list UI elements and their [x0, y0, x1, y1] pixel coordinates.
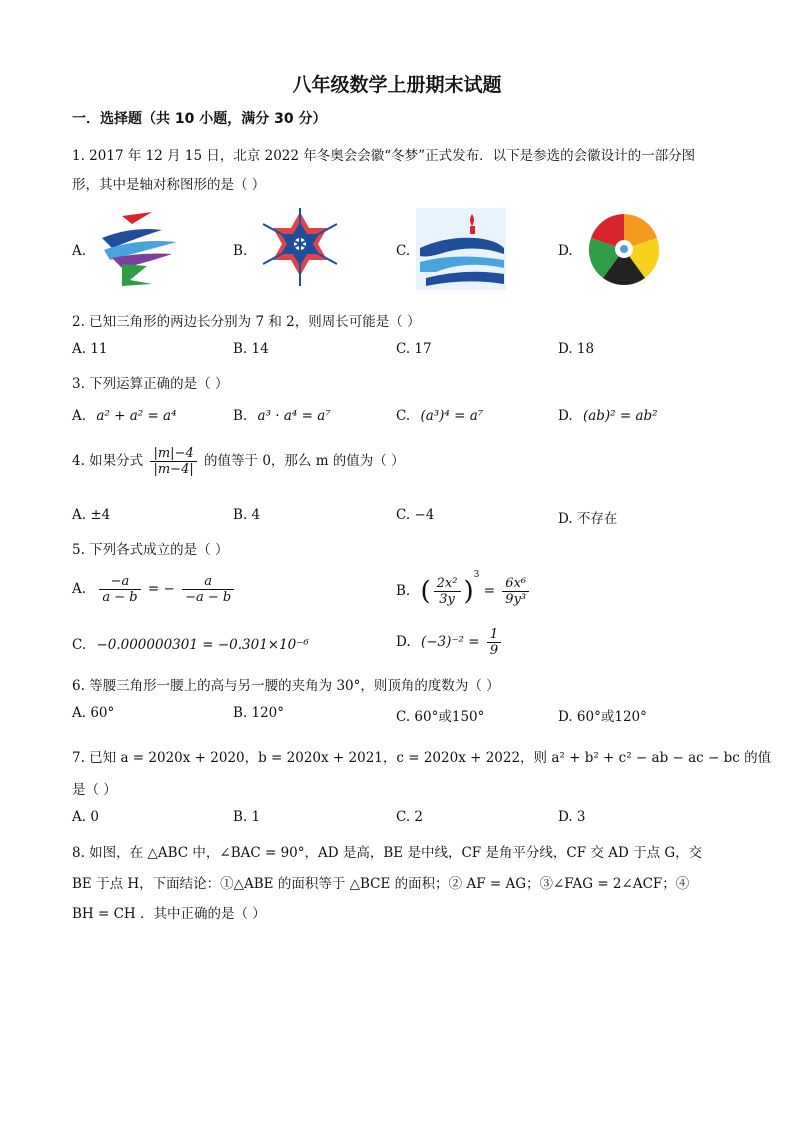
q5-option-b-label: B. [396, 583, 411, 599]
q5-option-d-den: 9 [489, 643, 499, 658]
q5-option-a [72, 574, 237, 605]
q5-option-c-expr: −0.000000301 = −0.301×10⁻⁶ [96, 637, 309, 653]
q3-option-b-expr: a³ · a⁴ = a⁷ [257, 408, 331, 424]
winter-dream-logo-image [92, 208, 182, 290]
q4-option-c: C. −4 [396, 507, 435, 523]
q5-option-d [396, 627, 504, 658]
q7-option-b: B. 1 [233, 809, 261, 825]
q5-option-d-label: D. [396, 634, 411, 650]
q5-option-a-den1: a − b [102, 590, 138, 605]
section-heading: 一．选择题（共 10 小题，满分 30 分） [72, 111, 327, 127]
q4-option-b: B. 4 [233, 507, 261, 523]
q7-stem-line2: 是（ ） [72, 782, 117, 798]
q5-option-b [396, 570, 532, 607]
q5-stem: 5. 下列各式成立的是（ ） [72, 542, 229, 558]
q5-option-a-label: A. [72, 581, 87, 597]
q7-option-a: A. 0 [72, 809, 99, 825]
q3-option-d-label: D. [558, 408, 573, 424]
q4-fraction-numerator: |m|−4 [150, 446, 196, 462]
q5-option-d-fraction [487, 627, 501, 658]
q1-stem-line1: 1. 2017 年 12 月 15 日，北京 2022 年冬奥会会徽“冬梦”正式发布．以下是参选的会徽设计的一部分图 [72, 148, 696, 164]
q6-option-c: C. 60°或150° [396, 709, 485, 725]
page-title: 八年级数学上册期末试题 [292, 74, 502, 96]
q1-option-a-label: A. [72, 243, 87, 259]
q4-option-a: A. ±4 [72, 507, 111, 523]
q4-stem-pre: 4. 如果分式 [72, 453, 144, 469]
q5-option-a-eq: = − [147, 581, 175, 597]
q5-option-b-den1: 3y [439, 592, 455, 607]
flower-logo-image [579, 208, 669, 290]
q5-option-a-fraction-left [99, 574, 140, 605]
q4-option-d: D. 不存在 [558, 511, 618, 527]
q2-option-d: D. 18 [558, 341, 595, 357]
q2-option-c: C. 17 [396, 341, 432, 357]
q5-option-d-expr: (−3)⁻² = [420, 634, 480, 650]
q5-option-a-fraction-right [182, 574, 234, 605]
q5-option-b-fraction-left [434, 576, 461, 607]
q6-option-b: B. 120° [233, 705, 285, 721]
q5-option-b-paren-open: ( [420, 576, 431, 607]
q5-option-c-label: C. [72, 637, 87, 653]
q3-option-c-expr: (a³)⁴ = a⁷ [420, 408, 484, 424]
q3-option-d-expr: (ab)² = ab² [582, 408, 658, 424]
q5-option-b-den2: 9y³ [505, 592, 527, 607]
q6-option-d: D. 60°或120° [558, 709, 647, 725]
q8-stem-line3: BH = CH ．其中正确的是（ ） [72, 906, 266, 922]
q2-option-a: A. 11 [72, 341, 108, 357]
q3-option-a [72, 408, 177, 424]
q6-option-a: A. 60° [72, 705, 115, 721]
q8-stem-line2: BE 于点 H，下面结论：①△ABE 的面积等于 △BCE 的面积；② AF = AG；③∠FAG = 2∠ACF；④ [72, 876, 690, 892]
q3-option-c-label: C. [396, 408, 411, 424]
q5-option-b-num1: 2x² [434, 576, 461, 592]
q7-option-c: C. 2 [396, 809, 424, 825]
q3-option-a-label: A. [72, 408, 87, 424]
q5-option-a-den2: −a − b [185, 590, 232, 605]
snowflake-logo-image [255, 208, 345, 290]
q5-option-b-power: 3 [473, 570, 480, 580]
q4-fraction [150, 446, 196, 477]
great-wall-logo-image [416, 208, 506, 290]
q7-stem-line1: 7. 已知 a = 2020x + 2020，b = 2020x + 2021，c = 2020x + 2022，则 a² + b² + c² − ab − ac − bc 的值 [72, 750, 772, 766]
q3-stem: 3. 下列运算正确的是（ ） [72, 376, 229, 392]
q3-option-a-expr: a² + a² = a⁴ [96, 408, 177, 424]
q5-option-d-num: 1 [487, 627, 501, 643]
q7-option-d: D. 3 [558, 809, 586, 825]
q4-stem [72, 446, 405, 477]
q5-option-b-num2: 6x⁶ [502, 576, 529, 592]
q5-option-b-eq: = [483, 583, 495, 599]
q1-stem-line2: 形，其中是轴对称图形的是（ ） [72, 177, 266, 193]
q3-option-b [233, 408, 331, 424]
q2-option-b: B. 14 [233, 341, 269, 357]
q1-option-c-label: C. [396, 243, 411, 259]
q8-stem-line1: 8. 如图，在 △ABC 中，∠BAC = 90°，AD 是高，BE 是中线，CF 是角平分线，CF 交 AD 于点 G，交 [72, 845, 703, 861]
q5-option-b-paren-close: ) [463, 576, 474, 607]
q2-stem: 2. 已知三角形的两边长分别为 7 和 2，则周长可能是（ ） [72, 314, 421, 330]
q5-option-c [72, 637, 309, 653]
q6-stem: 6. 等腰三角形一腰上的高与另一腰的夹角为 30°，则顶角的度数为（ ） [72, 678, 500, 694]
q1-option-d-label: D. [558, 243, 573, 259]
q4-fraction-denominator: |m−4| [153, 462, 194, 477]
q5-option-b-fraction-right [502, 576, 529, 607]
q3-option-c [396, 408, 483, 424]
q3-option-d [558, 408, 658, 424]
q3-option-b-label: B. [233, 408, 248, 424]
q4-stem-post: 的值等于 0，那么 m 的值为（ ） [204, 453, 405, 469]
q1-option-b-label: B. [233, 243, 248, 259]
q5-option-a-num1: −a [99, 574, 140, 590]
q5-option-a-num2: a [182, 574, 234, 590]
